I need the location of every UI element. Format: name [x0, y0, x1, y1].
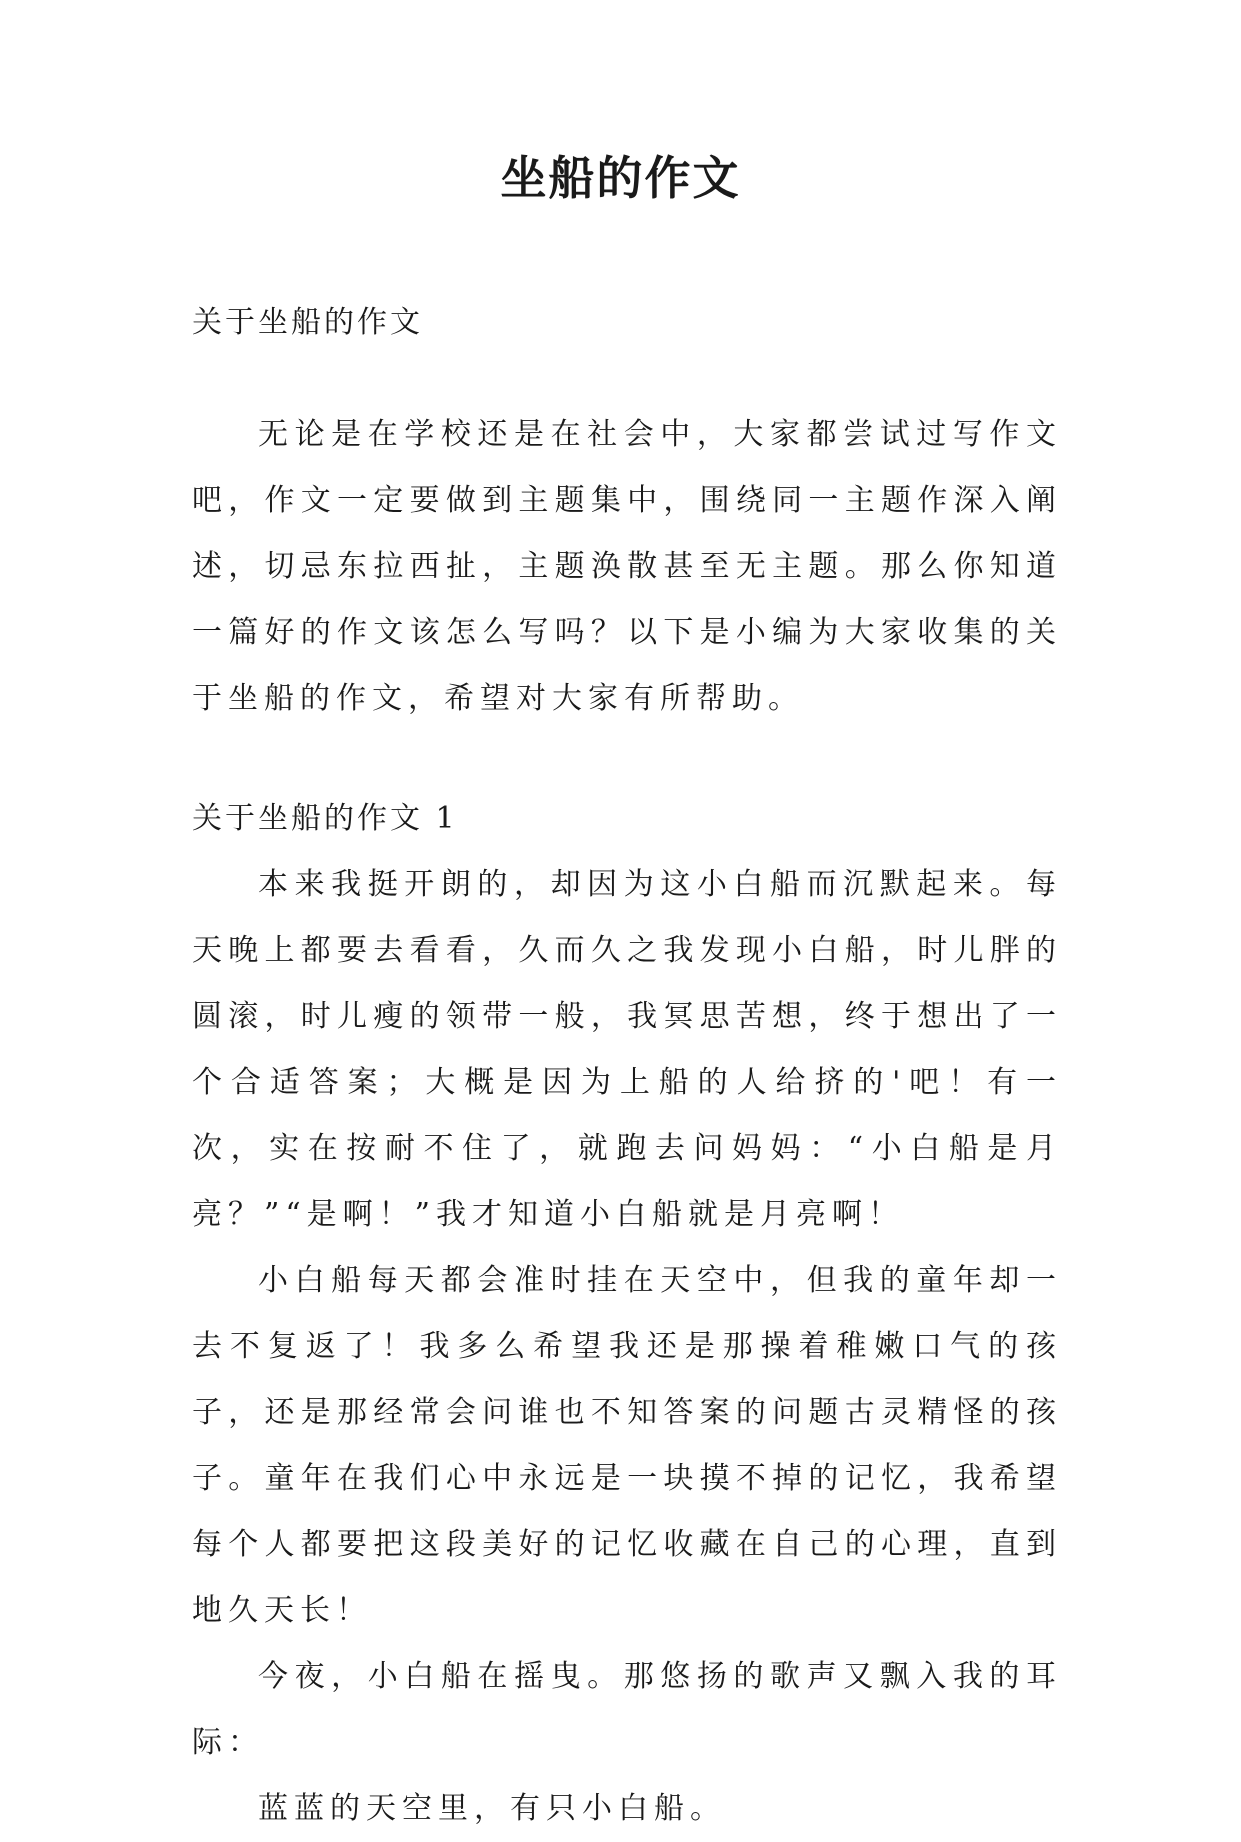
subtitle: 关于坐船的作文 [192, 305, 423, 340]
body-paragraph: 小白船每天都会准时挂在天空中，但我的童年却一去不复返了！我多么希望我还是那操着稚嫩口气的孩子，还是那经常会问谁也不知答案的问题古灵精怪的孩子。童年在我们心中永远是一块摸不掉的记忆，我希望每个人都要把这段美好的记忆收藏在自己的心理，直到地久天长！ [192, 1263, 1062, 1628]
body-paragraph: 今夜，小白船在摇曳。那悠扬的歌声又飘入我的耳际： [192, 1659, 1062, 1760]
document-body [192, 290, 1062, 1842]
document-title: 坐船的作文 [500, 151, 741, 205]
spacer [192, 732, 1062, 786]
spacer [192, 356, 1062, 402]
intro-paragraph: 无论是在学校还是在社会中，大家都尝试过写作文吧，作文一定要做到主题集中，围绕同一主题作深入阐述，切忌东拉西扯，主题涣散甚至无主题。那么你知道一篇好的作文该怎么写吗？以下是小编为大家收集的关于坐船的作文，希望对大家有所帮助。 [192, 417, 1062, 716]
body-paragraph: 蓝蓝的天空里，有只小白船。 [258, 1791, 726, 1826]
section-heading: 关于坐船的作文 1 [192, 801, 458, 836]
body-paragraph: 本来我挺开朗的，却因为这小白船而沉默起来。每天晚上都要去看看，久而久之我发现小白船，时儿胖的圆滚，时儿瘦的领带一般，我冥思苦想，终于想出了一个合适答案；大概是因为上船的人给挤的'吧！有一次，实在按耐不住了，就跑去问妈妈：“小白船是月亮？”“是啊！”我才知道小白船就是月亮啊！ [192, 867, 1062, 1232]
